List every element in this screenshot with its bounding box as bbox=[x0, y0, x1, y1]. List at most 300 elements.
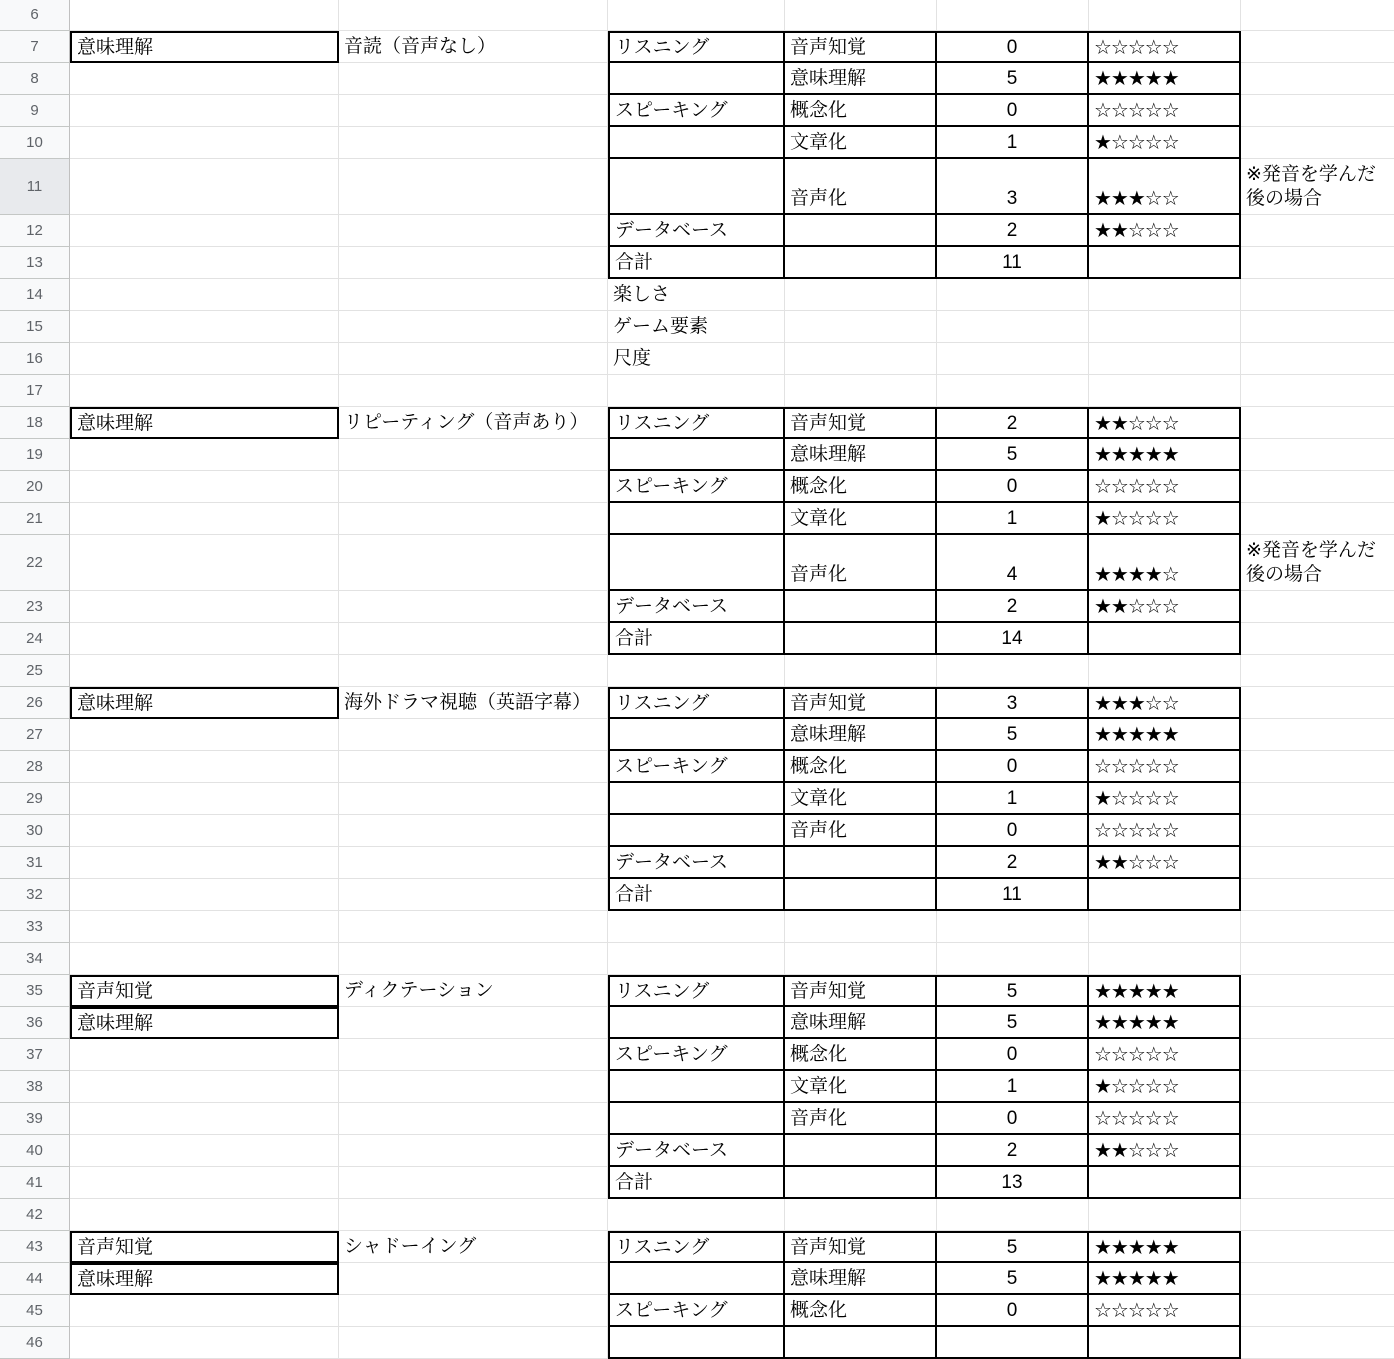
cell-a22[interactable] bbox=[70, 535, 339, 591]
cell-f31[interactable] bbox=[1089, 847, 1241, 879]
cell-b23[interactable] bbox=[339, 591, 608, 623]
cell-a33[interactable] bbox=[70, 911, 339, 943]
cell-c8[interactable] bbox=[608, 63, 785, 95]
cell-b8[interactable] bbox=[339, 63, 608, 95]
row-header[interactable]: 6 bbox=[0, 0, 70, 31]
cell-b40[interactable] bbox=[339, 1135, 608, 1167]
row-header[interactable]: 38 bbox=[0, 1071, 70, 1103]
cell-g39[interactable] bbox=[1241, 1103, 1394, 1135]
cell-f39[interactable] bbox=[1089, 1103, 1241, 1135]
row-header[interactable]: 35 bbox=[0, 975, 70, 1007]
cell-e23[interactable] bbox=[937, 591, 1089, 623]
cell-g32[interactable] bbox=[1241, 879, 1394, 911]
cell-b37[interactable] bbox=[339, 1039, 608, 1071]
cell-g33[interactable] bbox=[1241, 911, 1394, 943]
cell-c19[interactable] bbox=[608, 439, 785, 471]
cell-e9[interactable] bbox=[937, 95, 1089, 127]
cell-d10[interactable] bbox=[785, 127, 937, 159]
cell-g37[interactable] bbox=[1241, 1039, 1394, 1071]
cell-b22[interactable] bbox=[339, 535, 608, 591]
row-header[interactable]: 9 bbox=[0, 95, 70, 127]
cell-g28[interactable] bbox=[1241, 751, 1394, 783]
cell-a13[interactable] bbox=[70, 247, 339, 279]
cell-g13[interactable] bbox=[1241, 247, 1394, 279]
cell-c24[interactable] bbox=[608, 623, 785, 655]
cell-g20[interactable] bbox=[1241, 471, 1394, 503]
row-header[interactable]: 42 bbox=[0, 1199, 70, 1231]
cell-b46[interactable] bbox=[339, 1327, 608, 1359]
cell-g14[interactable] bbox=[1241, 279, 1394, 311]
cell-c12[interactable] bbox=[608, 215, 785, 247]
row-header[interactable]: 15 bbox=[0, 311, 70, 343]
cell-b10[interactable] bbox=[339, 127, 608, 159]
cell-f12[interactable] bbox=[1089, 215, 1241, 247]
cell-e21[interactable] bbox=[937, 503, 1089, 535]
row-header[interactable]: 18 bbox=[0, 407, 70, 439]
row-header[interactable]: 32 bbox=[0, 879, 70, 911]
cell-f45[interactable] bbox=[1089, 1295, 1241, 1327]
cell-c18[interactable] bbox=[608, 407, 785, 439]
cell-a34[interactable] bbox=[70, 943, 339, 975]
cell-e31[interactable] bbox=[937, 847, 1089, 879]
cell-e38[interactable] bbox=[937, 1071, 1089, 1103]
cell-e16[interactable] bbox=[937, 343, 1089, 375]
cell-d16[interactable] bbox=[785, 343, 937, 375]
cell-d36[interactable] bbox=[785, 1007, 937, 1039]
cell-a11[interactable] bbox=[70, 159, 339, 215]
cell-g40[interactable] bbox=[1241, 1135, 1394, 1167]
cell-e14[interactable] bbox=[937, 279, 1089, 311]
cell-d40[interactable] bbox=[785, 1135, 937, 1167]
cell-e15[interactable] bbox=[937, 311, 1089, 343]
row-header[interactable]: 37 bbox=[0, 1039, 70, 1071]
cell-a21[interactable] bbox=[70, 503, 339, 535]
cell-d45[interactable] bbox=[785, 1295, 937, 1327]
cell-b17[interactable] bbox=[339, 375, 608, 407]
cell-b24[interactable] bbox=[339, 623, 608, 655]
cell-b25[interactable] bbox=[339, 655, 608, 687]
cell-g16[interactable] bbox=[1241, 343, 1394, 375]
cell-e34[interactable] bbox=[937, 943, 1089, 975]
cell-e10[interactable] bbox=[937, 127, 1089, 159]
cell-b14[interactable] bbox=[339, 279, 608, 311]
cell-g12[interactable] bbox=[1241, 215, 1394, 247]
row-header[interactable]: 29 bbox=[0, 783, 70, 815]
cell-c40[interactable] bbox=[608, 1135, 785, 1167]
row-header[interactable]: 16 bbox=[0, 343, 70, 375]
cell-d14[interactable] bbox=[785, 279, 937, 311]
cell-f9[interactable] bbox=[1089, 95, 1241, 127]
cell-e37[interactable] bbox=[937, 1039, 1089, 1071]
cell-c11[interactable] bbox=[608, 159, 785, 215]
cell-g24[interactable] bbox=[1241, 623, 1394, 655]
cell-d33[interactable] bbox=[785, 911, 937, 943]
cell-d32[interactable] bbox=[785, 879, 937, 911]
cell-d37[interactable] bbox=[785, 1039, 937, 1071]
cell-b7[interactable] bbox=[339, 31, 608, 63]
cell-b42[interactable] bbox=[339, 1199, 608, 1231]
cell-d39[interactable] bbox=[785, 1103, 937, 1135]
cell-g22[interactable] bbox=[1241, 535, 1394, 591]
cell-a6[interactable] bbox=[70, 0, 339, 31]
cell-f26[interactable] bbox=[1089, 687, 1241, 719]
cell-a36[interactable] bbox=[70, 1007, 339, 1039]
cell-g23[interactable] bbox=[1241, 591, 1394, 623]
cell-f21[interactable] bbox=[1089, 503, 1241, 535]
row-header[interactable]: 14 bbox=[0, 279, 70, 311]
cell-c37[interactable] bbox=[608, 1039, 785, 1071]
cell-g10[interactable] bbox=[1241, 127, 1394, 159]
cell-c7[interactable] bbox=[608, 31, 785, 63]
cell-e39[interactable] bbox=[937, 1103, 1089, 1135]
cell-c43[interactable] bbox=[608, 1231, 785, 1263]
cell-b33[interactable] bbox=[339, 911, 608, 943]
cell-b13[interactable] bbox=[339, 247, 608, 279]
cell-c26[interactable] bbox=[608, 687, 785, 719]
cell-e19[interactable] bbox=[937, 439, 1089, 471]
row-header[interactable]: 21 bbox=[0, 503, 70, 535]
cell-g6[interactable] bbox=[1241, 0, 1394, 31]
cell-c14[interactable] bbox=[608, 279, 785, 311]
cell-b39[interactable] bbox=[339, 1103, 608, 1135]
cell-g11[interactable] bbox=[1241, 159, 1394, 215]
cell-a14[interactable] bbox=[70, 279, 339, 311]
cell-e28[interactable] bbox=[937, 751, 1089, 783]
cell-g36[interactable] bbox=[1241, 1007, 1394, 1039]
cell-d12[interactable] bbox=[785, 215, 937, 247]
cell-c23[interactable] bbox=[608, 591, 785, 623]
cell-g31[interactable] bbox=[1241, 847, 1394, 879]
cell-g46[interactable] bbox=[1241, 1327, 1394, 1359]
cell-a17[interactable] bbox=[70, 375, 339, 407]
cell-e13[interactable] bbox=[937, 247, 1089, 279]
row-header[interactable]: 12 bbox=[0, 215, 70, 247]
cell-f36[interactable] bbox=[1089, 1007, 1241, 1039]
cell-c30[interactable] bbox=[608, 815, 785, 847]
cell-b27[interactable] bbox=[339, 719, 608, 751]
row-header[interactable]: 45 bbox=[0, 1295, 70, 1327]
cell-b16[interactable] bbox=[339, 343, 608, 375]
cell-e40[interactable] bbox=[937, 1135, 1089, 1167]
cell-b12[interactable] bbox=[339, 215, 608, 247]
cell-a27[interactable] bbox=[70, 719, 339, 751]
cell-a20[interactable] bbox=[70, 471, 339, 503]
cell-c44[interactable] bbox=[608, 1263, 785, 1295]
cell-d31[interactable] bbox=[785, 847, 937, 879]
cell-d27[interactable] bbox=[785, 719, 937, 751]
cell-b38[interactable] bbox=[339, 1071, 608, 1103]
row-header[interactable]: 13 bbox=[0, 247, 70, 279]
cell-f15[interactable] bbox=[1089, 311, 1241, 343]
cell-a39[interactable] bbox=[70, 1103, 339, 1135]
cell-f33[interactable] bbox=[1089, 911, 1241, 943]
row-header[interactable]: 17 bbox=[0, 375, 70, 407]
cell-d25[interactable] bbox=[785, 655, 937, 687]
cell-g29[interactable] bbox=[1241, 783, 1394, 815]
cell-f22[interactable] bbox=[1089, 535, 1241, 591]
cell-d7[interactable] bbox=[785, 31, 937, 63]
cell-c17[interactable] bbox=[608, 375, 785, 407]
cell-d11[interactable] bbox=[785, 159, 937, 215]
cell-f41[interactable] bbox=[1089, 1167, 1241, 1199]
cell-e44[interactable] bbox=[937, 1263, 1089, 1295]
cell-e26[interactable] bbox=[937, 687, 1089, 719]
cell-a16[interactable] bbox=[70, 343, 339, 375]
cell-f24[interactable] bbox=[1089, 623, 1241, 655]
cell-g45[interactable] bbox=[1241, 1295, 1394, 1327]
cell-d13[interactable] bbox=[785, 247, 937, 279]
cell-b11[interactable] bbox=[339, 159, 608, 215]
cell-f10[interactable] bbox=[1089, 127, 1241, 159]
cell-d23[interactable] bbox=[785, 591, 937, 623]
cell-a32[interactable] bbox=[70, 879, 339, 911]
row-header[interactable]: 46 bbox=[0, 1327, 70, 1359]
cell-c10[interactable] bbox=[608, 127, 785, 159]
cell-a18[interactable] bbox=[70, 407, 339, 439]
cell-b44[interactable] bbox=[339, 1263, 608, 1295]
cell-e30[interactable] bbox=[937, 815, 1089, 847]
cell-c36[interactable] bbox=[608, 1007, 785, 1039]
cell-a28[interactable] bbox=[70, 751, 339, 783]
cell-e43[interactable] bbox=[937, 1231, 1089, 1263]
row-header[interactable]: 30 bbox=[0, 815, 70, 847]
cell-g35[interactable] bbox=[1241, 975, 1394, 1007]
cell-d30[interactable] bbox=[785, 815, 937, 847]
cell-c25[interactable] bbox=[608, 655, 785, 687]
cell-f29[interactable] bbox=[1089, 783, 1241, 815]
row-header[interactable]: 20 bbox=[0, 471, 70, 503]
cell-g7[interactable] bbox=[1241, 31, 1394, 63]
cell-c16[interactable] bbox=[608, 343, 785, 375]
cell-d22[interactable] bbox=[785, 535, 937, 591]
cell-b35[interactable] bbox=[339, 975, 608, 1007]
cell-d21[interactable] bbox=[785, 503, 937, 535]
cell-d26[interactable] bbox=[785, 687, 937, 719]
row-header[interactable]: 36 bbox=[0, 1007, 70, 1039]
cell-f17[interactable] bbox=[1089, 375, 1241, 407]
cell-f32[interactable] bbox=[1089, 879, 1241, 911]
cell-g30[interactable] bbox=[1241, 815, 1394, 847]
cell-a7[interactable] bbox=[70, 31, 339, 63]
cell-a25[interactable] bbox=[70, 655, 339, 687]
row-header[interactable]: 27 bbox=[0, 719, 70, 751]
cell-f14[interactable] bbox=[1089, 279, 1241, 311]
cell-a30[interactable] bbox=[70, 815, 339, 847]
cell-c20[interactable] bbox=[608, 471, 785, 503]
cell-b20[interactable] bbox=[339, 471, 608, 503]
cell-f37[interactable] bbox=[1089, 1039, 1241, 1071]
row-header[interactable]: 23 bbox=[0, 591, 70, 623]
cell-a42[interactable] bbox=[70, 1199, 339, 1231]
cell-d6[interactable] bbox=[785, 0, 937, 31]
cell-g41[interactable] bbox=[1241, 1167, 1394, 1199]
cell-a38[interactable] bbox=[70, 1071, 339, 1103]
cell-g34[interactable] bbox=[1241, 943, 1394, 975]
cell-a44[interactable] bbox=[70, 1263, 339, 1295]
cell-e22[interactable] bbox=[937, 535, 1089, 591]
cell-f18[interactable] bbox=[1089, 407, 1241, 439]
cell-f27[interactable] bbox=[1089, 719, 1241, 751]
row-header[interactable]: 8 bbox=[0, 63, 70, 95]
cell-f13[interactable] bbox=[1089, 247, 1241, 279]
cell-d9[interactable] bbox=[785, 95, 937, 127]
cell-d35[interactable] bbox=[785, 975, 937, 1007]
cell-d44[interactable] bbox=[785, 1263, 937, 1295]
row-header[interactable]: 44 bbox=[0, 1263, 70, 1295]
cell-c45[interactable] bbox=[608, 1295, 785, 1327]
cell-d41[interactable] bbox=[785, 1167, 937, 1199]
cell-e33[interactable] bbox=[937, 911, 1089, 943]
row-header[interactable]: 34 bbox=[0, 943, 70, 975]
cell-b18[interactable] bbox=[339, 407, 608, 439]
cell-f20[interactable] bbox=[1089, 471, 1241, 503]
cell-f38[interactable] bbox=[1089, 1071, 1241, 1103]
cell-g17[interactable] bbox=[1241, 375, 1394, 407]
row-header[interactable]: 43 bbox=[0, 1231, 70, 1263]
cell-a35[interactable] bbox=[70, 975, 339, 1007]
cell-f40[interactable] bbox=[1089, 1135, 1241, 1167]
cell-a12[interactable] bbox=[70, 215, 339, 247]
cell-f46[interactable] bbox=[1089, 1327, 1241, 1359]
cell-d8[interactable] bbox=[785, 63, 937, 95]
cell-f19[interactable] bbox=[1089, 439, 1241, 471]
cell-a26[interactable] bbox=[70, 687, 339, 719]
row-header[interactable]: 25 bbox=[0, 655, 70, 687]
cell-c28[interactable] bbox=[608, 751, 785, 783]
cell-a8[interactable] bbox=[70, 63, 339, 95]
cell-g38[interactable] bbox=[1241, 1071, 1394, 1103]
cell-e36[interactable] bbox=[937, 1007, 1089, 1039]
cell-a31[interactable] bbox=[70, 847, 339, 879]
row-header[interactable]: 39 bbox=[0, 1103, 70, 1135]
cell-e29[interactable] bbox=[937, 783, 1089, 815]
cell-a19[interactable] bbox=[70, 439, 339, 471]
cell-f7[interactable] bbox=[1089, 31, 1241, 63]
row-header[interactable]: 26 bbox=[0, 687, 70, 719]
cell-g25[interactable] bbox=[1241, 655, 1394, 687]
cell-e42[interactable] bbox=[937, 1199, 1089, 1231]
cell-f8[interactable] bbox=[1089, 63, 1241, 95]
cell-f6[interactable] bbox=[1089, 0, 1241, 31]
row-header[interactable]: 24 bbox=[0, 623, 70, 655]
cell-a41[interactable] bbox=[70, 1167, 339, 1199]
cell-d24[interactable] bbox=[785, 623, 937, 655]
cell-b30[interactable] bbox=[339, 815, 608, 847]
cell-a45[interactable] bbox=[70, 1295, 339, 1327]
cell-g26[interactable] bbox=[1241, 687, 1394, 719]
cell-e25[interactable] bbox=[937, 655, 1089, 687]
cell-b34[interactable] bbox=[339, 943, 608, 975]
cell-g44[interactable] bbox=[1241, 1263, 1394, 1295]
cell-d46[interactable] bbox=[785, 1327, 937, 1359]
cell-f44[interactable] bbox=[1089, 1263, 1241, 1295]
cell-g27[interactable] bbox=[1241, 719, 1394, 751]
cell-g21[interactable] bbox=[1241, 503, 1394, 535]
cell-b29[interactable] bbox=[339, 783, 608, 815]
cell-g15[interactable] bbox=[1241, 311, 1394, 343]
cell-e7[interactable] bbox=[937, 31, 1089, 63]
cell-d42[interactable] bbox=[785, 1199, 937, 1231]
cell-d28[interactable] bbox=[785, 751, 937, 783]
row-header[interactable]: 10 bbox=[0, 127, 70, 159]
cell-a37[interactable] bbox=[70, 1039, 339, 1071]
cell-b19[interactable] bbox=[339, 439, 608, 471]
cell-d15[interactable] bbox=[785, 311, 937, 343]
cell-b15[interactable] bbox=[339, 311, 608, 343]
cell-c33[interactable] bbox=[608, 911, 785, 943]
cell-c29[interactable] bbox=[608, 783, 785, 815]
cell-c9[interactable] bbox=[608, 95, 785, 127]
cell-a23[interactable] bbox=[70, 591, 339, 623]
cell-f30[interactable] bbox=[1089, 815, 1241, 847]
cell-c21[interactable] bbox=[608, 503, 785, 535]
cell-c35[interactable] bbox=[608, 975, 785, 1007]
row-header[interactable]: 11 bbox=[0, 159, 70, 215]
cell-e8[interactable] bbox=[937, 63, 1089, 95]
cell-g9[interactable] bbox=[1241, 95, 1394, 127]
cell-c6[interactable] bbox=[608, 0, 785, 31]
cell-c13[interactable] bbox=[608, 247, 785, 279]
cell-f34[interactable] bbox=[1089, 943, 1241, 975]
cell-c32[interactable] bbox=[608, 879, 785, 911]
cell-f43[interactable] bbox=[1089, 1231, 1241, 1263]
cell-g43[interactable] bbox=[1241, 1231, 1394, 1263]
cell-c27[interactable] bbox=[608, 719, 785, 751]
cell-d43[interactable] bbox=[785, 1231, 937, 1263]
cell-a10[interactable] bbox=[70, 127, 339, 159]
cell-e20[interactable] bbox=[937, 471, 1089, 503]
cell-a24[interactable] bbox=[70, 623, 339, 655]
cell-b21[interactable] bbox=[339, 503, 608, 535]
cell-c39[interactable] bbox=[608, 1103, 785, 1135]
cell-e41[interactable] bbox=[937, 1167, 1089, 1199]
row-header[interactable]: 28 bbox=[0, 751, 70, 783]
cell-e45[interactable] bbox=[937, 1295, 1089, 1327]
cell-b31[interactable] bbox=[339, 847, 608, 879]
cell-d38[interactable] bbox=[785, 1071, 937, 1103]
cell-g18[interactable] bbox=[1241, 407, 1394, 439]
cell-a29[interactable] bbox=[70, 783, 339, 815]
cell-e11[interactable] bbox=[937, 159, 1089, 215]
cell-d18[interactable] bbox=[785, 407, 937, 439]
cell-a43[interactable] bbox=[70, 1231, 339, 1263]
cell-g8[interactable] bbox=[1241, 63, 1394, 95]
cell-c15[interactable] bbox=[608, 311, 785, 343]
cell-e35[interactable] bbox=[937, 975, 1089, 1007]
row-header[interactable]: 41 bbox=[0, 1167, 70, 1199]
cell-b32[interactable] bbox=[339, 879, 608, 911]
cell-e17[interactable] bbox=[937, 375, 1089, 407]
cell-e27[interactable] bbox=[937, 719, 1089, 751]
cell-a40[interactable] bbox=[70, 1135, 339, 1167]
row-header[interactable]: 31 bbox=[0, 847, 70, 879]
cell-c22[interactable] bbox=[608, 535, 785, 591]
cell-b9[interactable] bbox=[339, 95, 608, 127]
row-header[interactable]: 22 bbox=[0, 535, 70, 591]
cell-b36[interactable] bbox=[339, 1007, 608, 1039]
cell-e46[interactable] bbox=[937, 1327, 1089, 1359]
cell-d20[interactable] bbox=[785, 471, 937, 503]
cell-a46[interactable] bbox=[70, 1327, 339, 1359]
cell-b28[interactable] bbox=[339, 751, 608, 783]
cell-e12[interactable] bbox=[937, 215, 1089, 247]
cell-e6[interactable] bbox=[937, 0, 1089, 31]
cell-a15[interactable] bbox=[70, 311, 339, 343]
cell-g42[interactable] bbox=[1241, 1199, 1394, 1231]
cell-e32[interactable] bbox=[937, 879, 1089, 911]
cell-e18[interactable] bbox=[937, 407, 1089, 439]
row-header[interactable]: 33 bbox=[0, 911, 70, 943]
